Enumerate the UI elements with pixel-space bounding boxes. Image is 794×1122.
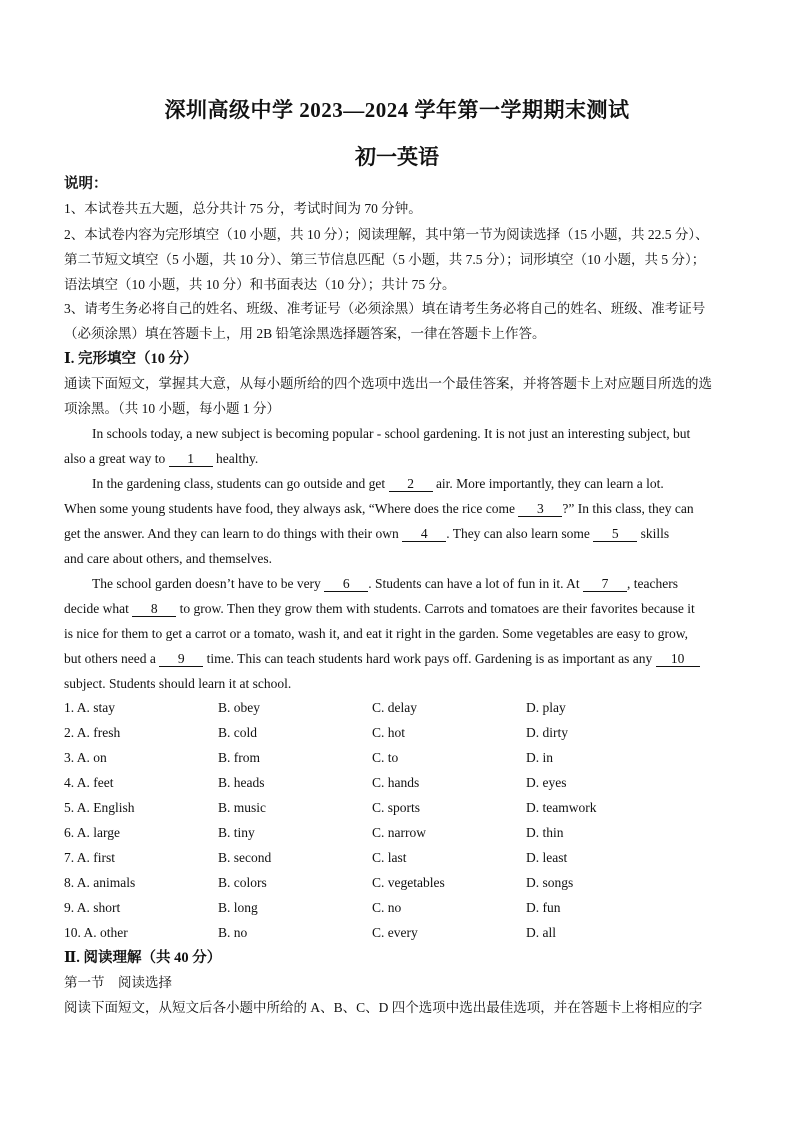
blank-10[interactable]: 10: [656, 651, 700, 667]
passage-line-7: The school garden doesn’t have to be very 6 . Students can have a lot of fun in it. At 7 , teachers: [92, 576, 678, 591]
q4-option-a[interactable]: 4. A. feet: [64, 775, 114, 790]
q8-option-d[interactable]: D. songs: [526, 875, 574, 890]
section-1-instructions-line-1: 通读下面短文，掌握其大意，从每小题所给的四个选项中选出一个最佳答案，并将答题卡上对应题目所选的选: [64, 376, 712, 391]
q5-option-a[interactable]: 5. A. English: [64, 800, 135, 815]
q10-option-b[interactable]: B. no: [218, 925, 248, 940]
exam-title: 深圳高级中学 2023—2024 学年第一学期期末测试: [164, 98, 630, 122]
blank-2[interactable]: 2: [389, 476, 433, 492]
q8-option-a[interactable]: 8. A. animals: [64, 875, 136, 890]
q2-option-a[interactable]: 2. A. fresh: [64, 725, 121, 740]
q5-option-d[interactable]: D. teamwork: [526, 800, 597, 815]
passage-line-1: In schools today, a new subject is becoming popular - school gardening. It is not just an interesting subject, but: [92, 426, 691, 441]
q2-option-b[interactable]: B. cold: [218, 725, 257, 740]
q7-option-c[interactable]: C. last: [372, 850, 407, 865]
q10-option-c[interactable]: C. every: [372, 925, 418, 940]
passage-line-5: get the answer. And they can learn to do things with their own 4 . They can also learn some 5 skills: [64, 526, 670, 541]
passage-line-10: but others need a 9 time. This can teach students hard work pays off. Gardening is as important as any 10: [64, 649, 732, 669]
passage-line-11: subject. Students should learn it at school.: [64, 676, 292, 691]
section-2-heading: Ⅱ. 阅读理解（共 40 分）: [64, 950, 222, 966]
blank-7[interactable]: 7: [583, 576, 627, 592]
q3-option-a[interactable]: 3. A. on: [64, 750, 107, 765]
q1-option-b[interactable]: B. obey: [218, 700, 260, 715]
q6-option-d[interactable]: D. thin: [526, 825, 564, 840]
q5-option-c[interactable]: C. sports: [372, 800, 421, 815]
q6-option-b[interactable]: B. tiny: [218, 825, 255, 840]
q4-option-b[interactable]: B. heads: [218, 775, 265, 790]
note-2-line-2: 第二节短文填空（5 小题，共 10 分）、第三节信息匹配（5 小题，共 7.5 分）；词形填空（10 小题，共 5 分）；: [64, 252, 706, 267]
q6-option-c[interactable]: C. narrow: [372, 825, 426, 840]
note-2-line-1: 2、本试卷内容为完形填空（10 小题，共 10 分）；阅读理解，其中第一节为阅读选择（15 小题，共 22.5 分）、: [64, 227, 709, 242]
exam-subject: 初一英语: [355, 145, 439, 169]
notes-heading: 说明：: [64, 176, 108, 192]
q2-option-c[interactable]: C. hot: [372, 725, 406, 740]
q10-option-a[interactable]: 10. A. other: [64, 925, 128, 940]
q6-option-a[interactable]: 6. A. large: [64, 825, 120, 840]
q9-option-b[interactable]: B. long: [218, 900, 258, 915]
q9-option-d[interactable]: D. fun: [526, 900, 561, 915]
q8-option-b[interactable]: B. colors: [218, 875, 267, 890]
section-1-heading: Ⅰ. 完形填空（10 分）: [64, 351, 198, 367]
q7-option-a[interactable]: 7. A. first: [64, 850, 116, 865]
blank-3[interactable]: 3: [518, 501, 562, 517]
q9-option-a[interactable]: 9. A. short: [64, 900, 121, 915]
q7-option-d[interactable]: D. least: [526, 850, 568, 865]
blank-9[interactable]: 9: [159, 651, 203, 667]
q1-option-d[interactable]: D. play: [526, 700, 566, 715]
q3-option-c[interactable]: C. to: [372, 750, 399, 765]
q8-option-c[interactable]: C. vegetables: [372, 875, 445, 890]
blank-1[interactable]: 1: [169, 451, 213, 467]
passage-line-2: also a great way to 1 healthy.: [64, 451, 259, 466]
passage-line-3: In the gardening class, students can go outside and get 2 air. More importantly, they can learn a lot.: [92, 476, 664, 491]
passage-line-8: decide what 8 to grow. Then they grow them with students. Carrots and tomatoes are their favorites because it: [64, 601, 695, 616]
note-1: 1、本试卷共五大题，总分共计 75 分，考试时间为 70 分钟。: [64, 201, 422, 216]
blank-8[interactable]: 8: [132, 601, 176, 617]
q9-option-c[interactable]: C. no: [372, 900, 402, 915]
section-2-part-title: 第一节 阅读选择: [64, 975, 172, 990]
q10-option-d[interactable]: D. all: [526, 925, 556, 940]
q7-option-b[interactable]: B. second: [218, 850, 272, 865]
q4-option-c[interactable]: C. hands: [372, 775, 420, 790]
note-2-line-3: 语法填空（10 小题，共 10 分）和书面表达（10 分）；共计 75 分。: [64, 277, 456, 292]
q1-option-a[interactable]: 1. A. stay: [64, 700, 116, 715]
q4-option-d[interactable]: D. eyes: [526, 775, 567, 790]
blank-4[interactable]: 4: [402, 526, 446, 542]
note-3-line-2: （必须涂黑）填在答题卡上，用 2B 铅笔涂黑选择题答案，一律在答题卡上作答。: [64, 326, 546, 341]
passage-line-6: and care about others, and themselves.: [64, 551, 273, 566]
section-1-instructions-line-2: 项涂黑。（共 10 小题，每小题 1 分）: [64, 401, 280, 416]
q5-option-b[interactable]: B. music: [218, 800, 267, 815]
q1-option-c[interactable]: C. delay: [372, 700, 417, 715]
q3-option-d[interactable]: D. in: [526, 750, 553, 765]
blank-6[interactable]: 6: [324, 576, 368, 592]
q2-option-d[interactable]: D. dirty: [526, 725, 568, 740]
section-2-instructions: 阅读下面短文，从短文后各小题中所给的 A、B、C、D 四个选项中选出最佳选项，并在答题卡上将相应的字: [64, 1000, 703, 1015]
blank-5[interactable]: 5: [593, 526, 637, 542]
passage-line-4: When some young students have food, they always ask, “Where does the rice come 3 ?” In this class, they can: [64, 501, 694, 516]
passage-line-9: is nice for them to get a carrot or a tomato, wash it, and eat it right in the garden. Some vegetables are easy to grow,: [64, 626, 689, 641]
q3-option-b[interactable]: B. from: [218, 750, 260, 765]
note-3-line-1: 3、请考生务必将自己的姓名、班级、准考证号（必须涂黑）填在请考生务必将自己的姓名、班级、准考证号: [64, 301, 706, 316]
